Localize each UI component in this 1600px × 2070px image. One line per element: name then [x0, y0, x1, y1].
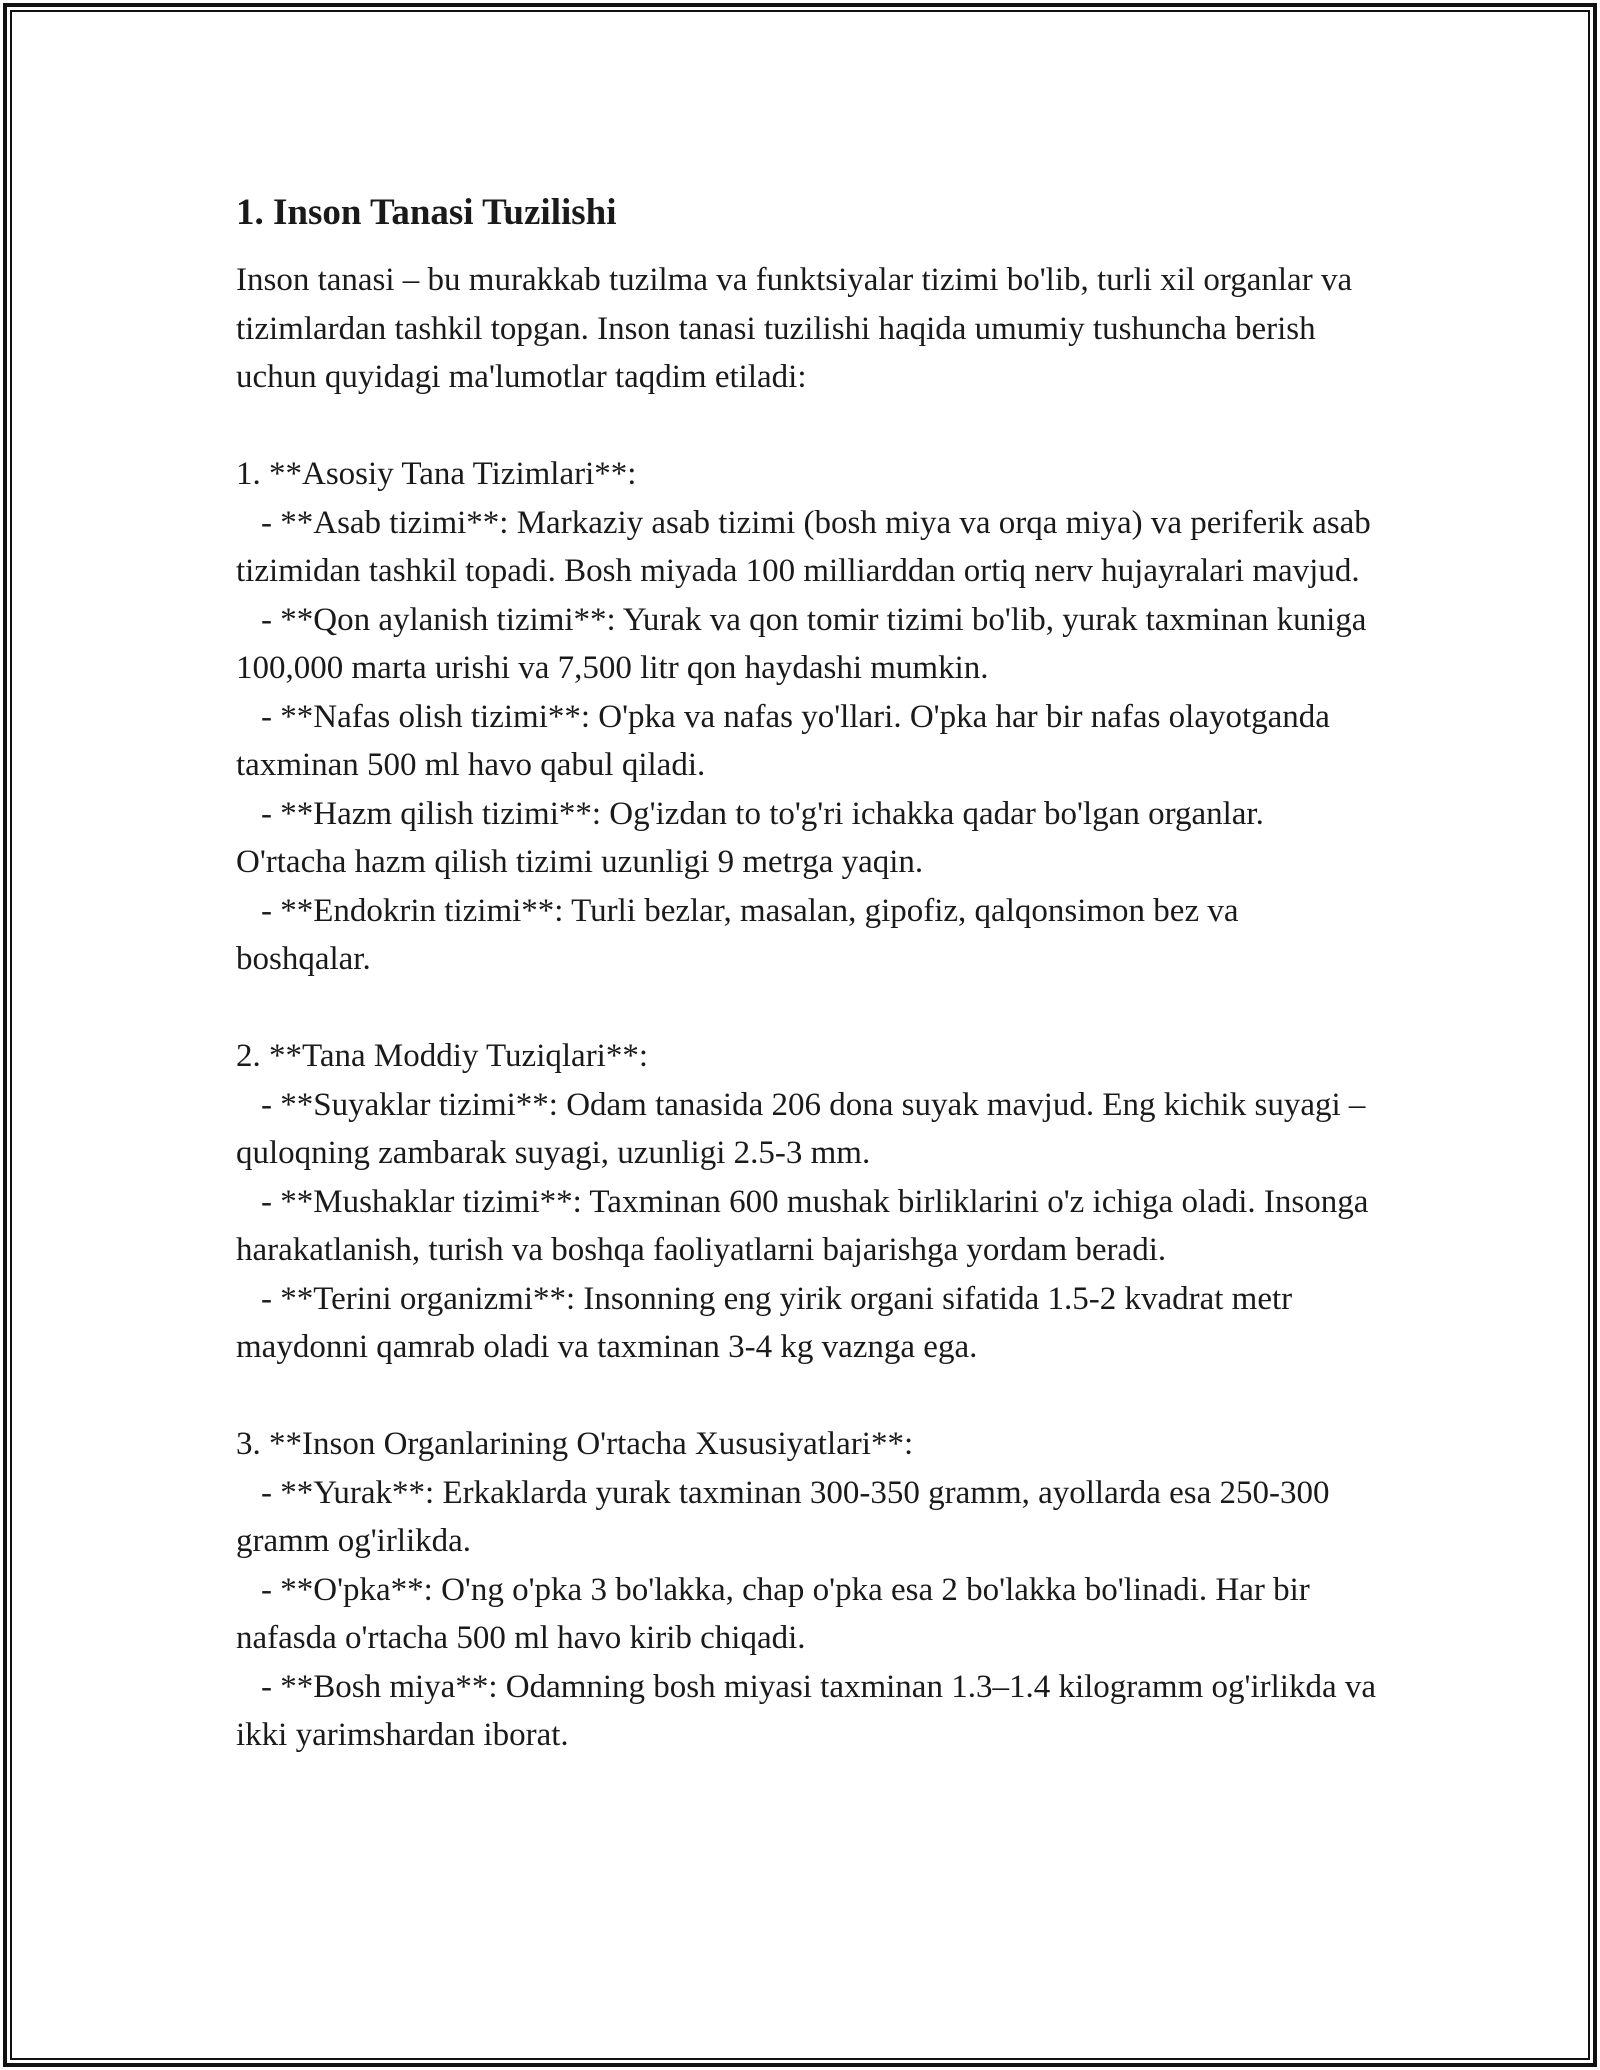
paragraph-gap: [236, 984, 1376, 1033]
list-item-hazm-qilish-tizimi: - **Hazm qilish tizimi**: Og'izdan to to'g'ri ichakka qadar bo'lgan organlar. O'rtacha hazm qilish tizimi uzunligi 9 metrga yaqin.: [236, 795, 1264, 880]
list-item-qon-aylanish-tizimi: - **Qon aylanish tizimi**: Yurak va qon tomir tizimi bo'lib, yurak taxminan kuniga 100,000 marta urishi va 7,500 litr qon haydashi mumkin.: [236, 601, 1367, 686]
list-item-mushaklar-tizimi: - **Mushaklar tizimi**: Taxminan 600 mushak birliklarini o'z ichiga oladi. Insonga harakatlanish, turish va boshqa faoliyatlarni bajarishga yordam beradi.: [236, 1183, 1369, 1268]
list-item-terini-organizmi: - **Terini organizmi**: Insonning eng yirik organi sifatida 1.5-2 kvadrat metr maydonni qamrab oladi va taxminan 3-4 kg vaznga ega.: [236, 1280, 1293, 1365]
list-item-suyaklar-tizimi: - **Suyaklar tizimi**: Odam tanasida 206 dona suyak mavjud. Eng kichik suyagi – quloqning zambarak suyagi, uzunligi 2.5-3 mm.: [236, 1086, 1366, 1171]
section-heading: 3. **Inson Organlarining O'rtacha Xususiyatlari**:: [236, 1426, 914, 1462]
section-1: [236, 450, 1376, 984]
paragraph-gap: [236, 402, 1376, 451]
section-heading: 2. **Tana Moddiy Tuziqlari**:: [236, 1038, 649, 1074]
section-3: [236, 1420, 1376, 1760]
list-item-bosh-miya: - **Bosh miya**: Odamning bosh miyasi taxminan 1.3–1.4 kilogramm og'irlikda va ikki yarimshardan iborat.: [236, 1668, 1376, 1753]
section-heading: 1. **Asosiy Tana Tizimlari**:: [236, 456, 637, 492]
list-item-nafas-olish-tizimi: - **Nafas olish tizimi**: O'pka va nafas yo'llari. O'pka har bir nafas olayotganda taxminan 500 ml havo qabul qiladi.: [236, 698, 1330, 783]
document-body: [236, 256, 1376, 1760]
document-title: 1. Inson Tanasi Tuzilishi: [236, 192, 617, 233]
list-item-opka: - **O'pka**: O'ng o'pka 3 bo'lakka, chap o'pka esa 2 bo'lakka bo'linadi. Har bir nafasda o'rtacha 500 ml havo kirib chiqadi.: [236, 1571, 1310, 1656]
list-item-endokrin-tizimi: - **Endokrin tizimi**: Turli bezlar, masalan, gipofiz, qalqonsimon bez va boshqalar.: [236, 892, 1239, 977]
list-item-yurak: - **Yurak**: Erkaklarda yurak taxminan 300-350 gramm, ayollarda esa 250-300 gramm og'irlikda.: [236, 1474, 1330, 1559]
section-2: [236, 1032, 1376, 1372]
intro-paragraph: Inson tanasi – bu murakkab tuzilma va funktsiyalar tizimi bo'lib, turli xil organlar va tizimlardan tashkil topgan. Inson tanasi tuzilishi haqida umumiy tushuncha berish uchun quyidagi ma'lumotlar taqdim etiladi:: [236, 262, 1353, 395]
document-content: [236, 184, 1376, 1760]
paragraph-gap: [236, 1372, 1376, 1421]
list-item-asab-tizimi: - **Asab tizimi**: Markaziy asab tizimi (bosh miya va orqa miya) va periferik asab tizimidan tashkil topadi. Bosh miyada 100 milliarddan ortiq nerv hujayralari mavjud.: [236, 504, 1371, 589]
